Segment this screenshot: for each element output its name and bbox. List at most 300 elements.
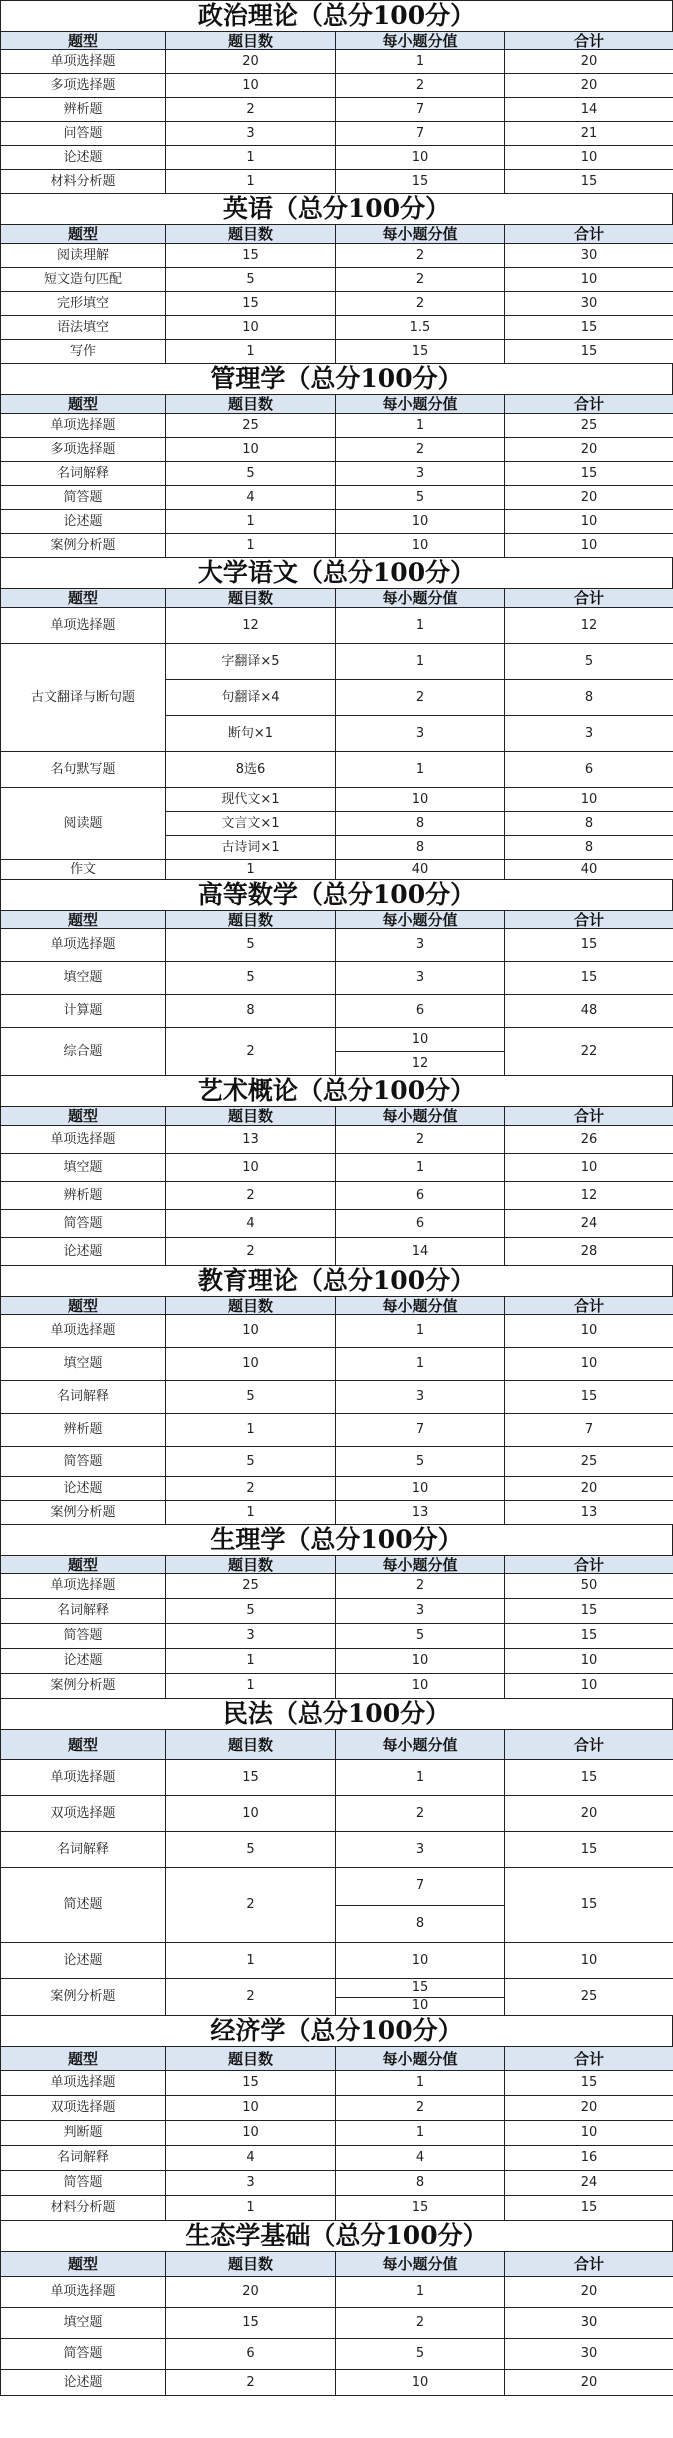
table-row	[1, 608, 673, 644]
points-each-cell: 5	[336, 1447, 505, 1477]
question-count-cell: 1	[166, 146, 336, 170]
column-header-points: 每小题分值	[336, 225, 505, 244]
question-count-cell: 15	[166, 2308, 336, 2339]
table-row	[1, 1943, 673, 1979]
table-row	[1, 1477, 673, 1501]
question-count-cell: 10	[166, 74, 336, 98]
question-count-cell: 25	[166, 1574, 336, 1599]
table-header-row	[1, 2252, 673, 2277]
column-header-count: 题目数	[166, 2047, 336, 2071]
table-row	[1, 1674, 673, 1699]
question-count-cell: 4	[166, 486, 336, 510]
subtotal-cell: 15	[505, 2071, 673, 2096]
question-count-cell: 5	[166, 1381, 336, 1414]
question-count-cell: 3	[166, 2171, 336, 2196]
column-header-points: 每小题分值	[336, 911, 505, 929]
table-row	[1, 929, 673, 962]
points-each-cell: 2	[336, 74, 505, 98]
subtotal-cell: 12	[505, 608, 673, 644]
table-row	[1, 170, 673, 194]
question-type-cell: 阅读理解	[1, 244, 166, 268]
column-header-points: 每小题分值	[336, 1107, 505, 1126]
column-header-type: 题型	[1, 225, 166, 244]
column-header-count: 题目数	[166, 1730, 336, 1760]
column-header-count: 题目数	[166, 1107, 336, 1126]
question-type-cell: 案例分析题	[1, 1979, 166, 2016]
question-count-cell: 4	[166, 1210, 336, 1238]
subtotal-cell: 26	[505, 1126, 673, 1154]
section-title: 政治理论（总分100分）	[0, 0, 673, 31]
subtotal-cell: 24	[505, 1210, 673, 1238]
table-row	[1, 752, 673, 788]
question-type-cell: 填空题	[1, 1154, 166, 1182]
subtotal-cell: 15	[505, 1832, 673, 1868]
points-each-cell: 15	[336, 170, 505, 194]
question-type-cell: 作文	[1, 860, 166, 880]
subtotal-cell: 8	[505, 812, 673, 836]
question-count-cell: 10	[166, 438, 336, 462]
subtotal-cell: 10	[505, 1674, 673, 1699]
subtotal-cell: 13	[505, 1501, 673, 1525]
points-each-cell: 5	[336, 1624, 505, 1649]
question-count-cell: 3	[166, 1624, 336, 1649]
question-type-cell: 短文造句匹配	[1, 268, 166, 292]
question-count-cell: 文言文×1	[166, 812, 336, 836]
question-count-cell: 20	[166, 50, 336, 74]
table-header-row	[1, 2047, 673, 2071]
subtotal-cell: 22	[505, 1028, 673, 1076]
question-count-cell: 8	[166, 995, 336, 1028]
column-header-total: 合计	[505, 1297, 673, 1315]
subtotal-cell: 10	[505, 788, 673, 812]
points-each-cell: 7	[336, 122, 505, 146]
column-header-total: 合计	[505, 911, 673, 929]
points-each-cell: 2	[336, 1574, 505, 1599]
table-row	[1, 2146, 673, 2171]
points-each-cell: 7	[336, 98, 505, 122]
question-type-cell: 双项选择题	[1, 1796, 166, 1832]
table-row	[1, 486, 673, 510]
subtotal-cell: 25	[505, 1979, 673, 2016]
table-header-row	[1, 32, 673, 50]
subtotal-cell: 10	[505, 1154, 673, 1182]
table-row	[1, 74, 673, 98]
subtotal-cell: 8	[505, 680, 673, 716]
section-title: 教育理论（总分100分）	[0, 1266, 673, 1296]
question-type-cell: 写作	[1, 340, 166, 364]
table-row	[1, 414, 673, 438]
question-type-cell: 简答题	[1, 1210, 166, 1238]
points-each-cell: 6	[336, 995, 505, 1028]
question-type-cell: 单项选择题	[1, 414, 166, 438]
points-each-cell: 6	[336, 1210, 505, 1238]
points-each-cell: 2	[336, 1126, 505, 1154]
points-each-cell: 1	[336, 1154, 505, 1182]
score-table	[0, 2046, 673, 2221]
subtotal-cell: 24	[505, 2171, 673, 2196]
score-table	[0, 1106, 673, 1266]
points-each-cell: 10	[336, 1649, 505, 1674]
question-count-cell: 2	[166, 1868, 336, 1943]
question-count-cell: 1	[166, 1674, 336, 1699]
column-header-count: 题目数	[166, 395, 336, 414]
question-count-cell: 2	[166, 1028, 336, 1076]
table-row	[1, 995, 673, 1028]
question-count-cell: 1	[166, 1943, 336, 1979]
points-each-cell	[336, 1979, 505, 2016]
table-row	[1, 1182, 673, 1210]
table-header-row	[1, 1730, 673, 1760]
table-row	[1, 534, 673, 558]
question-count-cell: 10	[166, 2121, 336, 2146]
table-row	[1, 1868, 673, 1943]
subtotal-cell: 15	[505, 1868, 673, 1943]
subtotal-cell: 28	[505, 1238, 673, 1266]
table-row	[1, 1447, 673, 1477]
table-row	[1, 1154, 673, 1182]
question-count-cell: 断句×1	[166, 716, 336, 752]
column-header-total: 合计	[505, 2252, 673, 2277]
subtotal-cell: 15	[505, 1624, 673, 1649]
subtotal-cell: 10	[505, 1315, 673, 1348]
subtotal-cell: 50	[505, 1574, 673, 1599]
column-header-points: 每小题分值	[336, 1730, 505, 1760]
table-row	[1, 2339, 673, 2370]
column-header-type: 题型	[1, 1556, 166, 1574]
subtotal-cell: 30	[505, 292, 673, 316]
section-title: 艺术概论（总分100分）	[0, 1076, 673, 1106]
question-count-cell: 1	[166, 534, 336, 558]
table-row	[1, 1832, 673, 1868]
column-header-count: 题目数	[166, 2252, 336, 2277]
subtotal-cell: 30	[505, 244, 673, 268]
section-title: 民法（总分100分）	[0, 1699, 673, 1729]
points-each-cell: 2	[336, 438, 505, 462]
question-count-cell: 8选6	[166, 752, 336, 788]
points-each-cell: 1.5	[336, 316, 505, 340]
subtotal-cell: 40	[505, 860, 673, 880]
question-type-cell: 计算题	[1, 995, 166, 1028]
subtotal-cell: 5	[505, 644, 673, 680]
question-type-cell: 论述题	[1, 2370, 166, 2396]
points-each-value: 7	[415, 1878, 425, 1894]
question-count-cell: 1	[166, 1414, 336, 1447]
question-count-cell: 10	[166, 316, 336, 340]
table-row	[1, 146, 673, 170]
table-row	[1, 2370, 673, 2396]
section-title: 管理学（总分100分）	[0, 364, 673, 394]
question-count-cell: 1	[166, 170, 336, 194]
subtotal-cell: 15	[505, 1599, 673, 1624]
column-header-count: 题目数	[166, 1556, 336, 1574]
points-each-cell: 2	[336, 292, 505, 316]
question-count-cell: 6	[166, 2339, 336, 2370]
question-count-cell: 15	[166, 2071, 336, 2096]
score-table	[0, 910, 673, 1076]
question-type-cell: 名词解释	[1, 1599, 166, 1624]
points-each-cell: 7	[336, 1414, 505, 1447]
question-count-cell: 5	[166, 268, 336, 292]
question-type-cell: 完形填空	[1, 292, 166, 316]
points-each-cell: 13	[336, 1501, 505, 1525]
section-title: 大学语文（总分100分）	[0, 558, 673, 588]
question-type-cell: 论述题	[1, 1238, 166, 1266]
question-type-cell: 阅读题	[1, 788, 166, 860]
question-count-cell: 3	[166, 122, 336, 146]
table-header-row	[1, 911, 673, 929]
column-header-type: 题型	[1, 589, 166, 608]
score-table	[0, 1729, 673, 2016]
subtotal-cell: 15	[505, 340, 673, 364]
points-each-cell: 3	[336, 462, 505, 486]
points-each-cell: 10	[336, 788, 505, 812]
column-header-total: 合计	[505, 225, 673, 244]
column-header-points: 每小题分值	[336, 2047, 505, 2071]
table-row	[1, 2196, 673, 2221]
section-title: 英语（总分100分）	[0, 194, 673, 224]
points-each-cell: 6	[336, 1182, 505, 1210]
points-each-cell: 1	[336, 1348, 505, 1381]
subtotal-cell: 6	[505, 752, 673, 788]
subtotal-cell: 20	[505, 74, 673, 98]
table-header-row	[1, 1297, 673, 1315]
section-title: 生理学（总分100分）	[0, 1525, 673, 1555]
table-row	[1, 2121, 673, 2146]
table-row	[1, 438, 673, 462]
column-header-points: 每小题分值	[336, 1297, 505, 1315]
question-count-cell: 5	[166, 462, 336, 486]
column-header-total: 合计	[505, 1107, 673, 1126]
subtotal-cell: 15	[505, 462, 673, 486]
score-table	[0, 224, 673, 364]
column-header-points: 每小题分值	[336, 589, 505, 608]
points-each-cell: 8	[336, 812, 505, 836]
question-type-cell: 填空题	[1, 1348, 166, 1381]
subtotal-cell: 3	[505, 716, 673, 752]
table-row	[1, 1414, 673, 1447]
points-each-cell: 14	[336, 1238, 505, 1266]
subtotal-cell: 10	[505, 146, 673, 170]
subtotal-cell: 15	[505, 2196, 673, 2221]
subtotal-cell: 15	[505, 962, 673, 995]
points-each-cell: 1	[336, 2121, 505, 2146]
question-count-cell: 2	[166, 1182, 336, 1210]
question-type-cell: 单项选择题	[1, 929, 166, 962]
question-type-cell: 论述题	[1, 146, 166, 170]
question-type-cell: 古文翻译与断句题	[1, 644, 166, 752]
question-count-cell: 现代文×1	[166, 788, 336, 812]
question-count-cell: 2	[166, 2370, 336, 2396]
points-each-cell: 1	[336, 2071, 505, 2096]
subtotal-cell: 25	[505, 1447, 673, 1477]
question-type-cell: 判断题	[1, 2121, 166, 2146]
column-header-count: 题目数	[166, 1297, 336, 1315]
column-header-type: 题型	[1, 2252, 166, 2277]
question-type-cell: 案例分析题	[1, 1501, 166, 1525]
question-type-cell: 单项选择题	[1, 50, 166, 74]
column-header-points: 每小题分值	[336, 2252, 505, 2277]
points-each-cell: 1	[336, 2277, 505, 2308]
score-table	[0, 588, 673, 880]
question-count-cell: 1	[166, 1501, 336, 1525]
subtotal-cell: 10	[505, 1348, 673, 1381]
question-type-cell: 名词解释	[1, 1381, 166, 1414]
question-type-cell: 简答题	[1, 486, 166, 510]
question-type-cell: 单项选择题	[1, 2071, 166, 2096]
question-type-cell: 辨析题	[1, 1414, 166, 1447]
points-each-value: 10	[336, 1997, 504, 2016]
column-header-count: 题目数	[166, 32, 336, 50]
points-each-cell: 10	[336, 510, 505, 534]
points-each-cell: 2	[336, 680, 505, 716]
points-each-cell: 10	[336, 534, 505, 558]
table-header-row	[1, 589, 673, 608]
subtotal-cell: 10	[505, 1943, 673, 1979]
question-count-cell: 古诗词×1	[166, 836, 336, 860]
subtotal-cell: 20	[505, 50, 673, 74]
table-row	[1, 50, 673, 74]
question-count-cell: 5	[166, 1447, 336, 1477]
points-each-value: 15	[411, 1979, 429, 1995]
table-row	[1, 340, 673, 364]
score-table	[0, 394, 673, 558]
points-each-cell: 1	[336, 608, 505, 644]
column-header-count: 题目数	[166, 911, 336, 929]
question-type-cell: 名词解释	[1, 462, 166, 486]
question-count-cell: 5	[166, 962, 336, 995]
points-each-cell: 1	[336, 50, 505, 74]
question-type-cell: 简答题	[1, 1624, 166, 1649]
question-count-cell: 5	[166, 929, 336, 962]
question-count-cell: 10	[166, 2096, 336, 2121]
column-header-count: 题目数	[166, 589, 336, 608]
points-each-cell	[336, 1028, 505, 1076]
points-each-cell: 5	[336, 2339, 505, 2370]
question-count-cell: 1	[166, 340, 336, 364]
question-type-cell: 单项选择题	[1, 1574, 166, 1599]
table-row	[1, 462, 673, 486]
section-title: 高等数学（总分100分）	[0, 880, 673, 910]
table-row	[1, 1238, 673, 1266]
table-row	[1, 2277, 673, 2308]
score-table	[0, 1296, 673, 1525]
subtotal-cell: 25	[505, 414, 673, 438]
table-row	[1, 510, 673, 534]
subtotal-cell: 10	[505, 268, 673, 292]
table-row	[1, 2171, 673, 2196]
points-each-cell: 10	[336, 146, 505, 170]
subtotal-cell: 10	[505, 510, 673, 534]
question-type-cell: 论述题	[1, 1477, 166, 1501]
subtotal-cell: 30	[505, 2339, 673, 2370]
subtotal-cell: 20	[505, 486, 673, 510]
points-each-cell: 2	[336, 2096, 505, 2121]
points-each-cell: 1	[336, 1315, 505, 1348]
subtotal-cell: 14	[505, 98, 673, 122]
subtotal-cell: 20	[505, 2277, 673, 2308]
question-type-cell: 案例分析题	[1, 534, 166, 558]
score-table	[0, 2251, 673, 2396]
points-each-cell: 2	[336, 2308, 505, 2339]
table-row	[1, 98, 673, 122]
section-title: 生态学基础（总分100分）	[0, 2221, 673, 2251]
question-type-cell: 简答题	[1, 2339, 166, 2370]
question-count-cell: 15	[166, 244, 336, 268]
points-each-cell: 15	[336, 2196, 505, 2221]
question-count-cell: 5	[166, 1832, 336, 1868]
table-row	[1, 962, 673, 995]
question-type-cell: 辨析题	[1, 1182, 166, 1210]
question-type-cell: 综合题	[1, 1028, 166, 1076]
question-count-cell: 字翻译×5	[166, 644, 336, 680]
points-each-cell: 3	[336, 962, 505, 995]
table-row	[1, 1760, 673, 1796]
question-count-cell: 10	[166, 1315, 336, 1348]
table-row	[1, 1574, 673, 1599]
question-count-cell: 句翻译×4	[166, 680, 336, 716]
question-count-cell: 13	[166, 1126, 336, 1154]
points-each-cell: 3	[336, 1599, 505, 1624]
column-header-type: 题型	[1, 911, 166, 929]
subtotal-cell: 15	[505, 1760, 673, 1796]
question-type-cell: 填空题	[1, 2308, 166, 2339]
subtotal-cell: 21	[505, 122, 673, 146]
question-count-cell: 2	[166, 1477, 336, 1501]
table-row	[1, 1381, 673, 1414]
points-each-cell: 3	[336, 1381, 505, 1414]
subtotal-cell: 20	[505, 2096, 673, 2121]
score-table	[0, 1555, 673, 1699]
question-type-cell: 多项选择题	[1, 74, 166, 98]
section-title: 经济学（总分100分）	[0, 2016, 673, 2046]
question-type-cell: 简述题	[1, 1868, 166, 1943]
table-row	[1, 2308, 673, 2339]
question-count-cell: 20	[166, 2277, 336, 2308]
subtotal-cell: 15	[505, 1381, 673, 1414]
question-type-cell: 名词解释	[1, 2146, 166, 2171]
subtotal-cell: 15	[505, 170, 673, 194]
table-row	[1, 1501, 673, 1525]
question-count-cell: 10	[166, 1154, 336, 1182]
points-each-cell: 1	[336, 1760, 505, 1796]
column-header-points: 每小题分值	[336, 1556, 505, 1574]
question-count-cell: 1	[166, 1649, 336, 1674]
subtotal-cell: 16	[505, 2146, 673, 2171]
points-each-cell: 2	[336, 268, 505, 292]
column-header-total: 合计	[505, 32, 673, 50]
subtotal-cell: 20	[505, 1796, 673, 1832]
points-each-cell: 10	[336, 2370, 505, 2396]
table-row	[1, 788, 673, 812]
column-header-total: 合计	[505, 1730, 673, 1760]
question-count-cell: 10	[166, 1796, 336, 1832]
column-header-type: 题型	[1, 395, 166, 414]
points-each-cell: 1	[336, 644, 505, 680]
column-header-count: 题目数	[166, 225, 336, 244]
points-each-cell: 3	[336, 1832, 505, 1868]
question-count-cell: 1	[166, 860, 336, 880]
question-count-cell: 1	[166, 510, 336, 534]
points-each-cell: 1	[336, 414, 505, 438]
points-each-cell: 8	[336, 2171, 505, 2196]
question-type-cell: 材料分析题	[1, 2196, 166, 2221]
column-header-total: 合计	[505, 395, 673, 414]
question-type-cell: 多项选择题	[1, 438, 166, 462]
points-each-cell: 15	[336, 340, 505, 364]
question-count-cell: 5	[166, 1599, 336, 1624]
points-each-cell: 5	[336, 486, 505, 510]
table-row	[1, 1028, 673, 1076]
